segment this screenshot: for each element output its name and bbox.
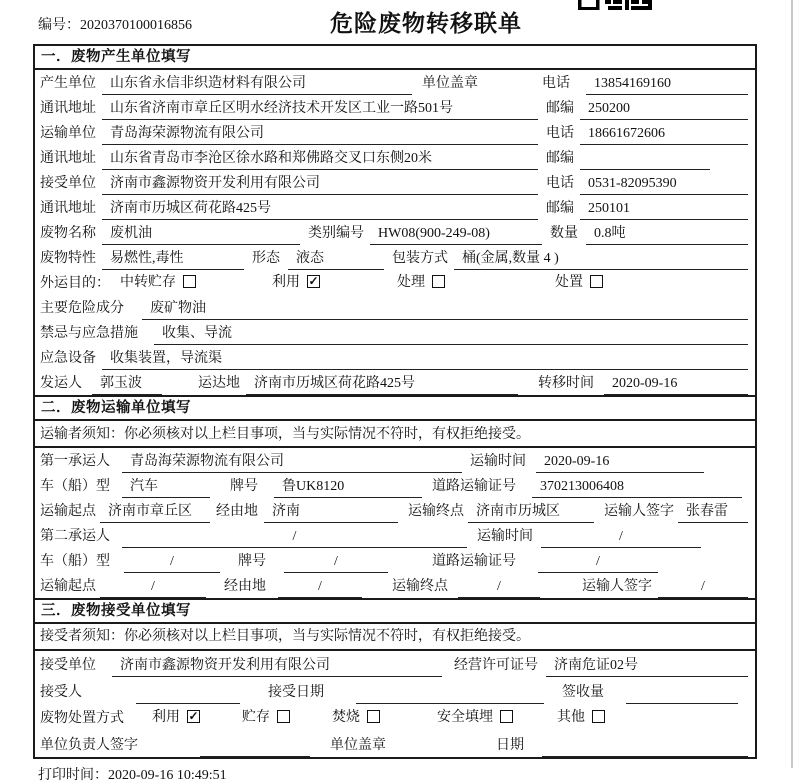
spacer: [330, 703, 356, 704]
spacer: [538, 144, 546, 145]
field-value: /: [458, 579, 540, 598]
section-heading: 二．废物运输单位填写: [35, 395, 755, 421]
field-value: 山东省青岛市李沧区徐水路和郑佛路交叉口东侧20米: [102, 147, 538, 170]
field-value: 郭玉波: [92, 372, 162, 395]
field-label: 运输终点: [392, 579, 448, 594]
field-value: 250200: [580, 101, 748, 120]
field-label: 形态: [252, 251, 280, 266]
field-label: 禁忌与应急措施: [40, 326, 138, 341]
field-value: 18661672606: [580, 126, 748, 145]
spacer: [140, 756, 200, 757]
spacer: [266, 497, 274, 498]
checkbox-label: 处置: [555, 275, 583, 290]
checkbox-label: 利用: [272, 275, 300, 290]
field-value: 济南市鑫源物资开发利用有限公司: [112, 654, 442, 677]
spacer: [538, 169, 546, 170]
field-label: 类别编号: [308, 226, 364, 241]
form-row: [35, 270, 755, 295]
field-value: 张春雷: [678, 500, 748, 523]
field-value: 桶(金属,数量 4 ): [454, 247, 748, 270]
spacer: [540, 597, 582, 598]
checkbox-label: 利用: [152, 710, 180, 725]
field-value: [136, 701, 240, 704]
unchecked-checkbox-icon: [367, 710, 380, 723]
checkbox-item: [397, 271, 555, 295]
unchecked-checkbox-icon: [183, 275, 196, 288]
field-value: [580, 167, 710, 170]
field-label: 电话: [546, 126, 574, 141]
field-value: 济南: [264, 500, 398, 523]
field-label: 转移时间: [538, 376, 594, 391]
spacer: [526, 756, 542, 757]
field-value: 2020-09-16: [536, 454, 704, 473]
document-header: [0, 0, 796, 44]
print-time-line: [38, 764, 796, 784]
form-row: [35, 523, 755, 548]
spacer: [362, 597, 392, 598]
checkbox-item: [557, 706, 605, 730]
section-heading: 一．废物产生单位填写: [35, 46, 755, 70]
checkbox-label: 焚烧: [332, 710, 360, 725]
field-label: 运输时间: [470, 454, 526, 469]
field-value: 山东省永信非织造材料有限公司: [102, 72, 412, 95]
spacer: [270, 597, 278, 598]
spacer: [162, 394, 198, 395]
form-section: [35, 598, 755, 757]
form-row: [35, 95, 755, 120]
field-value: 济南市鑫源物资开发利用有限公司: [102, 172, 538, 195]
field-label: 邮编: [546, 101, 574, 116]
field-label: 电话: [546, 176, 574, 191]
field-value: [542, 754, 748, 757]
form-row: [35, 145, 755, 170]
field-label: 运输人签字: [604, 504, 674, 519]
spacer: [210, 497, 230, 498]
page-edge-line: [791, 0, 793, 768]
field-label: 电话: [542, 76, 570, 91]
checkbox-item: [555, 271, 603, 295]
checkbox-item: [120, 271, 272, 295]
field-value: 2020-09-16: [604, 376, 748, 395]
checkbox-item: [152, 706, 242, 730]
field-label: 牌号: [238, 554, 266, 569]
spacer: [467, 547, 477, 548]
field-value: HW08(900-249-08): [370, 226, 542, 245]
spacer: [544, 703, 562, 704]
field-value: 青岛海荣源物流有限公司: [122, 450, 462, 473]
field-label: 单位盖章: [330, 737, 386, 753]
field-value: /: [278, 579, 362, 598]
field-label: 应急设备: [40, 351, 96, 366]
form-row: [35, 548, 755, 573]
field-value: /: [658, 579, 748, 598]
field-value: 青岛海荣源物流有限公司: [102, 122, 538, 145]
field-label: 接受单位: [40, 176, 96, 191]
field-value: 250101: [580, 201, 748, 220]
field-label: 运达地: [198, 376, 240, 391]
spacer: [518, 394, 538, 395]
spacer: [526, 572, 538, 573]
field-label: 通讯地址: [40, 101, 96, 116]
field-label: 车（船）型: [40, 554, 110, 569]
serial-number: 2020370100016856: [80, 18, 192, 33]
field-label: 运输终点: [408, 504, 464, 519]
field-value: /: [538, 554, 658, 573]
field-label: 接受者须知：你必须核对以上栏目事项，当与实际情况不符时，有权拒绝接受。: [40, 629, 530, 645]
unchecked-checkbox-icon: [432, 275, 445, 288]
form-row: [35, 704, 755, 731]
field-label: 第二承运人: [40, 529, 110, 544]
field-label: 接受单位: [40, 658, 96, 673]
form-row: [35, 498, 755, 523]
field-value: 易燃性,毒性: [102, 247, 244, 270]
spacer: [244, 269, 252, 270]
field-label: 牌号: [230, 479, 258, 494]
field-value: 鲁UK8120: [274, 475, 422, 498]
spacer: [220, 572, 238, 573]
spacer: [442, 676, 454, 677]
spacer: [388, 756, 496, 757]
form-row: [35, 220, 755, 245]
checkbox-label: 安全填埋: [437, 710, 493, 725]
field-label: 接受人: [40, 684, 82, 700]
field-value: 液态: [288, 247, 384, 270]
field-value: 0531-82095390: [580, 176, 748, 195]
field-value: 0.8吨: [586, 222, 748, 245]
print-time-label: 打印时间：: [38, 767, 108, 783]
field-value: [356, 701, 544, 704]
field-value: 废机油: [102, 222, 300, 245]
form-row: [35, 320, 755, 345]
spacer: [300, 244, 308, 245]
field-value: /: [124, 554, 220, 573]
field-value: /: [541, 529, 701, 548]
spacer: [422, 497, 432, 498]
unchecked-checkbox-icon: [592, 710, 605, 723]
form-row: [35, 473, 755, 498]
field-value: [200, 754, 310, 757]
form-row: [35, 245, 755, 270]
field-value: 济南市章丘区: [100, 500, 210, 523]
print-time-value: 2020-09-16 10:49:51: [108, 767, 227, 783]
spacer: [384, 269, 392, 270]
field-label: 签收量: [562, 684, 604, 700]
field-value: 收集、导流: [154, 322, 748, 345]
spacer: [542, 244, 550, 245]
field-value: 废矿物油: [142, 297, 748, 320]
spacer: [388, 572, 432, 573]
field-label: 日期: [496, 737, 524, 753]
spacer: [110, 703, 136, 704]
field-label: 运输起点: [40, 579, 96, 594]
field-label: 运输人签字: [582, 579, 652, 594]
checkbox-label: 中转贮存: [120, 275, 176, 290]
form-row: [35, 421, 755, 448]
spacer: [612, 703, 626, 704]
checkbox-item: [272, 271, 397, 295]
spacer: [398, 522, 408, 523]
field-value: 收集装置，导流渠: [102, 347, 748, 370]
spacer: [538, 219, 546, 220]
spacer: [462, 472, 470, 473]
spacer: [538, 119, 546, 120]
section-heading: 三．废物接受单位填写: [35, 598, 755, 624]
serial-label: 编号：: [38, 18, 80, 33]
field-value: /: [122, 529, 467, 548]
field-value: 济南市历城区: [468, 500, 594, 523]
field-label: 邮编: [546, 151, 574, 166]
checkbox-item: [437, 706, 557, 730]
field-value: 山东省济南市章丘区明水经济技术开发区工业一路501号: [102, 97, 538, 120]
spacer: [412, 94, 422, 95]
field-label: 道路运输证号: [432, 479, 516, 494]
checkbox-label: 贮存: [242, 710, 270, 725]
field-label: 经由地: [216, 504, 258, 519]
form-row: [35, 120, 755, 145]
field-label: 经由地: [224, 579, 266, 594]
field-label: 单位盖章: [422, 76, 478, 91]
field-value: /: [100, 579, 206, 598]
form-section: [35, 46, 755, 395]
unchecked-checkbox-icon: [500, 710, 513, 723]
field-label: 通讯地址: [40, 151, 96, 166]
checkbox-label: 其他: [557, 710, 585, 725]
checked-checkbox-icon: ✓: [308, 274, 319, 288]
field-label: 外运目的：: [40, 276, 110, 291]
field-value: 13854169160: [586, 76, 748, 95]
field-value: 370213006408: [532, 479, 742, 498]
form-row: [35, 677, 755, 704]
field-value: 济南市历城区荷花路425号: [246, 372, 518, 395]
field-value: 济南危证02号: [546, 654, 748, 677]
form-section: [35, 395, 755, 598]
spacer: [524, 497, 532, 498]
field-label: 运输起点: [40, 504, 96, 519]
form-row: [35, 370, 755, 395]
form-row: [35, 624, 755, 651]
field-label: 废物处置方式: [40, 711, 124, 726]
field-label: 车（船）型: [40, 479, 110, 494]
unchecked-checkbox-icon: [590, 275, 603, 288]
form-row: [35, 651, 755, 678]
document-title: 危险废物转移联单: [330, 11, 522, 36]
field-label: 产生单位: [40, 76, 96, 91]
spacer: [240, 703, 268, 704]
qr-code-fragment-icon: [578, 0, 652, 10]
form-table: [33, 44, 757, 759]
form-row: [35, 195, 755, 220]
field-value: /: [284, 554, 388, 573]
field-label: 废物特性: [40, 251, 96, 266]
unchecked-checkbox-icon: [277, 710, 290, 723]
field-label: 第一承运人: [40, 454, 110, 469]
field-label: 经营许可证号: [454, 658, 538, 673]
field-label: 通讯地址: [40, 201, 96, 216]
field-value: [626, 701, 738, 704]
field-label: 邮编: [546, 201, 574, 216]
spacer: [272, 572, 284, 573]
spacer: [310, 756, 330, 757]
field-value: 汽车: [122, 475, 210, 498]
spacer: [206, 597, 224, 598]
spacer: [538, 194, 546, 195]
serial-number-line: [38, 14, 192, 34]
field-label: 运输者须知：你必须核对以上栏目事项，当与实际情况不符时，有权拒绝接受。: [40, 426, 530, 442]
form-row: [35, 573, 755, 598]
checked-checkbox-icon: ✓: [188, 709, 199, 723]
spacer: [594, 522, 604, 523]
checkbox-item: [332, 706, 437, 730]
checkbox-item: [242, 706, 332, 730]
form-row: [35, 170, 755, 195]
form-row: [35, 345, 755, 370]
field-label: 主要危险成分: [40, 301, 124, 316]
checkbox-label: 处理: [397, 275, 425, 290]
field-label: 包装方式: [392, 251, 448, 266]
field-label: 数量: [550, 226, 578, 241]
form-row: [35, 295, 755, 320]
field-label: 废物名称: [40, 226, 96, 241]
form-row: [35, 730, 755, 757]
field-label: 发运人: [40, 376, 82, 391]
field-label: 运输时间: [477, 529, 533, 544]
field-label: 运输单位: [40, 126, 96, 141]
field-label: 单位负责人签字: [40, 737, 138, 753]
field-value: 济南市历城区荷花路425号: [102, 197, 538, 220]
form-row: [35, 70, 755, 95]
field-label: 道路运输证号: [432, 554, 516, 569]
field-label: 接受日期: [268, 684, 324, 700]
form-row: [35, 448, 755, 473]
